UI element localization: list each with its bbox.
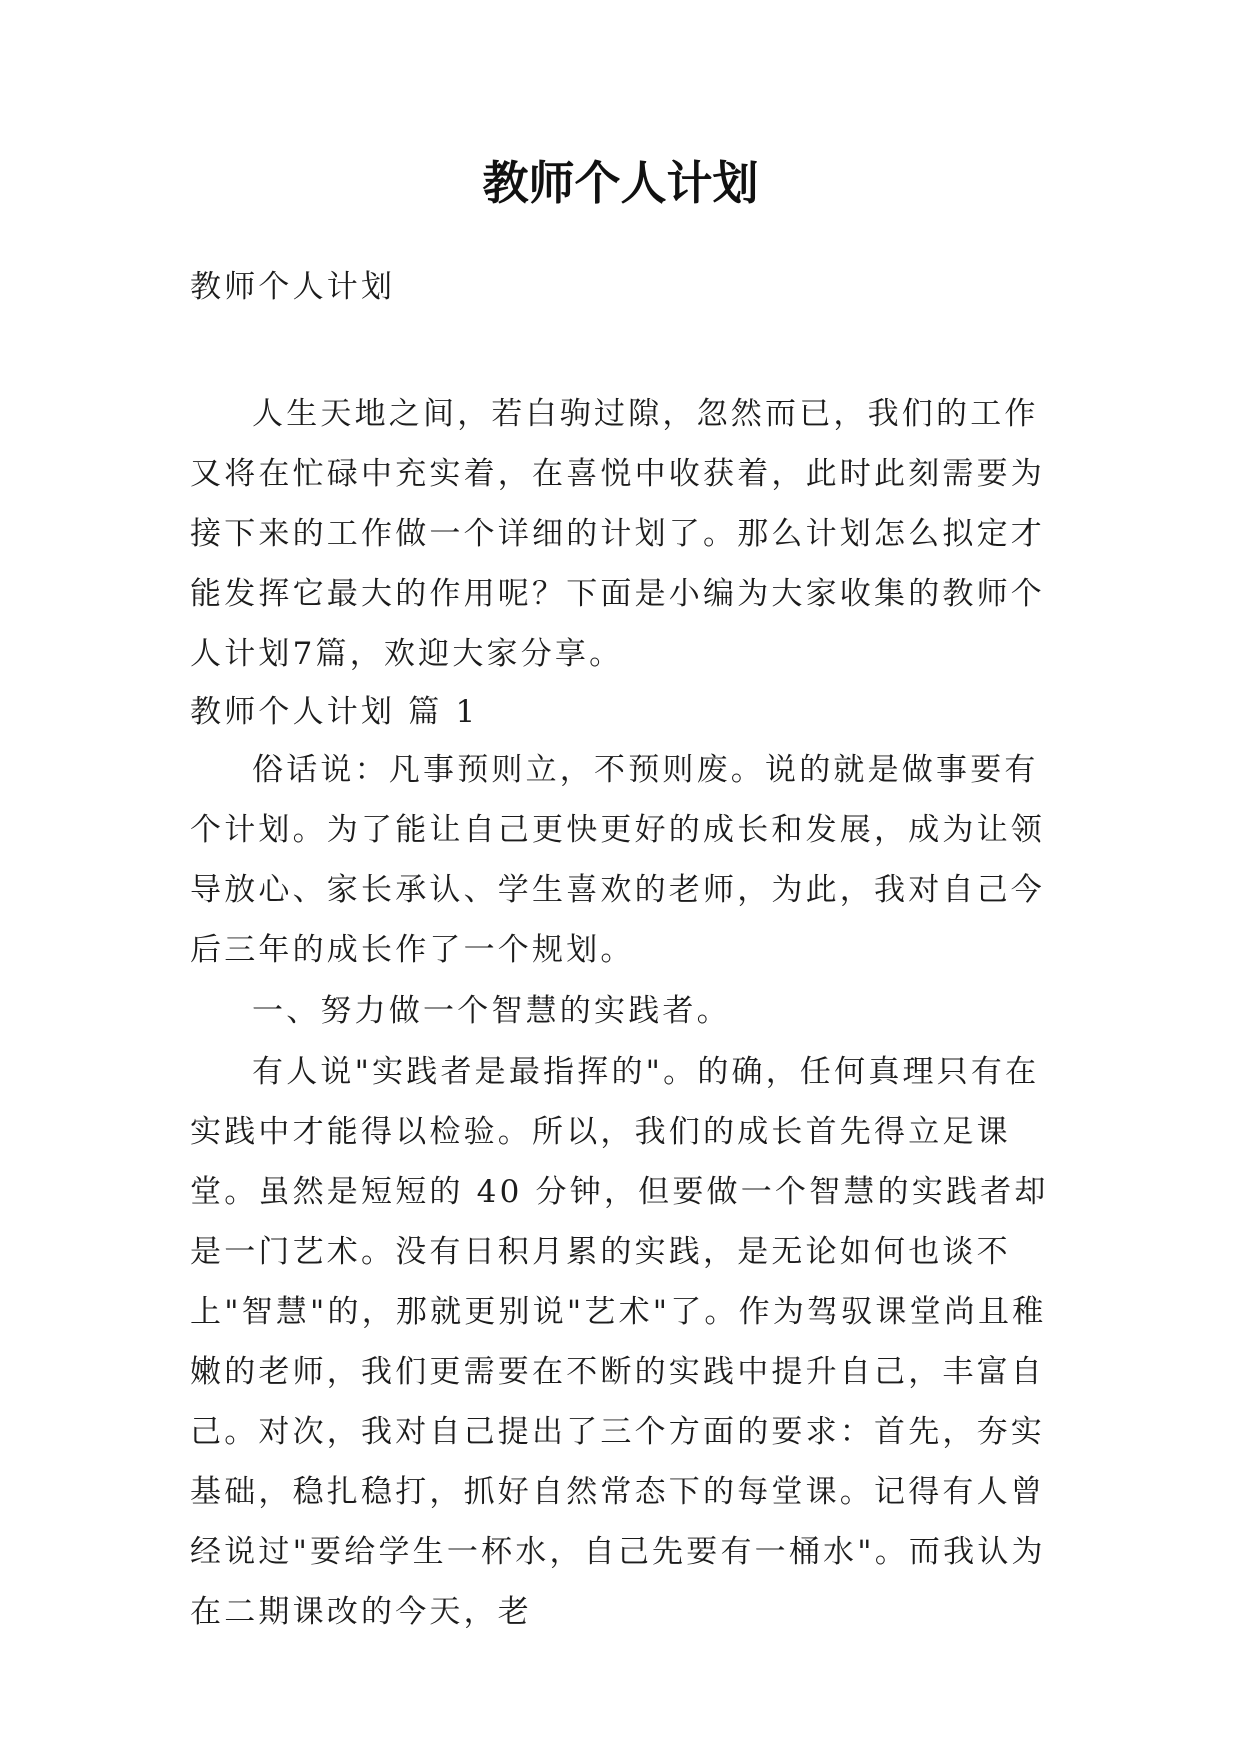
document-subtitle: 教师个人计划 <box>190 269 396 305</box>
section-paragraph: 俗话说：凡事预则立，不预则废。说的就是做事要有个计划。为了能让自己更快更好的成长和发展，成为让领导放心、家长承认、学生喜欢的老师，为此，我对自己今后三年的成长作了一个规划。 <box>190 752 1045 968</box>
section-heading: 教师个人计划 篇 1 <box>190 694 479 730</box>
point-heading: 一、努力做一个智慧的实践者。 <box>252 993 731 1029</box>
intro-paragraph: 人生天地之间，若白驹过隙，忽然而已，我们的工作又将在忙碌中充实着，在喜悦中收获着，此时此刻需要为接下来的工作做一个详细的计划了。那么计划怎么拟定才能发挥它最大的作用呢？下面是小编为大家收集的教师个人计划7篇，欢迎大家分享。 <box>190 396 1045 672</box>
document-title: 教师个人计划 <box>482 156 759 210</box>
section-paragraph: 有人说"实践者是最指挥的"。的确，任何真理只有在实践中才能得以检验。所以，我们的成长首先得立足课堂。虽然是短短的 40 分钟，但要做一个智慧的实践者却是一门艺术。没有日积月累的实践，是无论如何也谈不上"智慧"的，那就更别说"艺术"了。作为驾驭课堂尚且稚嫩的老师，我们更需要在不断的实践中提升自己，丰富自己。对次，我对自己提出了三个方面的要求：首先，夯实基础，稳扎稳打，抓好自然常态下的每堂课。记得有人曾经说过"要给学生一杯水，自己先要有一桶水"。而我认为在二期课改的今天，老 <box>190 1054 1049 1630</box>
document-body <box>190 258 1060 1642</box>
